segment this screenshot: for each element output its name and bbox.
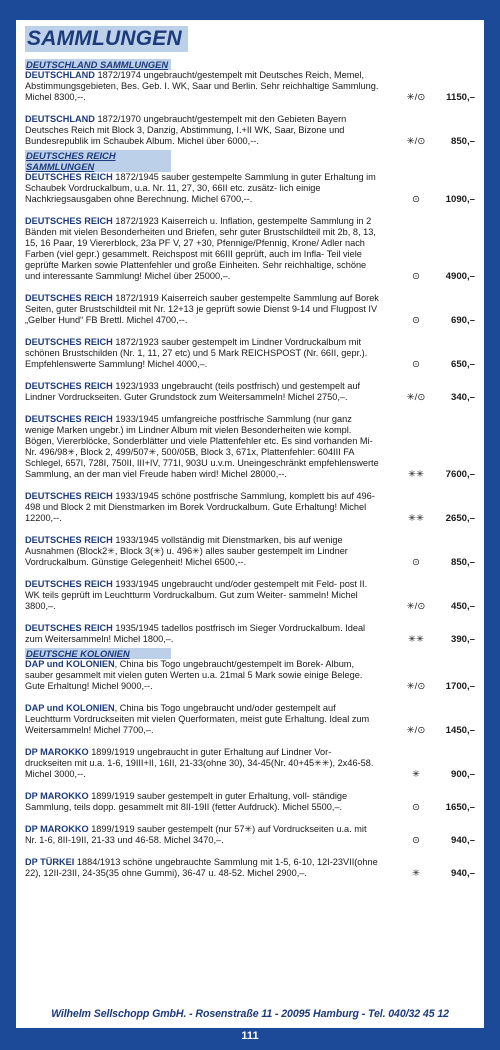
lot-price: 1700,– — [445, 681, 475, 692]
footer-address: Wilhelm Sellschopp GmbH. - Rosenstraße 11 - 20095 Hamburg - Tel. 040/32 45 12 — [51, 1008, 449, 1020]
lot-description: 1899/1919 sauber gestempelt (nur 57✳) auf Vordruckseiten u.a. mit Nr. 1-6, 8II-19II, 21-33 und 46-58. Michel 3470,–. — [25, 824, 367, 845]
lot-description: 1872/1923 Kaiserreich u. Inflation, gestempelte Sammlung in 2 Bänden mit vielen Besonderheiten und Briefen, sehr guter Brustschildteil mit 2b, 8, 13, 15, 16 Paar, 19 Viererblock, 23a PF V, 27 +30, Pfennige/Pfennig, Krone/ Adler nach Farben (viel gepr.) gesammelt. Reichspost mit 66III geprüft, auch im Infla- Teil viele geprüfte Marken sowie Plattenfehler und große Einheiten. Sehr reichhaltige, schöne und interessante Sammlung! Michel über 25000,–. — [25, 216, 376, 281]
lot-entry — [25, 623, 475, 645]
section-header: DEUTSCHES REICH SAMMLUNGEN — [25, 150, 171, 172]
entry-spacer — [25, 612, 475, 623]
lot-title: DEUTSCHES REICH — [25, 337, 113, 347]
lot-entry — [25, 791, 475, 813]
condition-symbol: ✳/⊙ — [406, 601, 426, 612]
condition-symbol: ✳/⊙ — [406, 392, 426, 403]
lot-title: DEUTSCHES REICH — [25, 535, 113, 545]
lot-entry — [25, 172, 475, 205]
lot-title: DEUTSCHES REICH — [25, 216, 113, 226]
page-title: SAMMLUNGEN — [25, 26, 188, 52]
lot-entry — [25, 70, 475, 103]
lot-title: DEUTSCHES REICH — [25, 381, 113, 391]
condition-symbol: ⊙ — [411, 802, 421, 813]
entry-spacer — [25, 692, 475, 703]
lot-title: DP MAROKKO — [25, 824, 89, 834]
lot-description: 1872/1919 Kaiserreich sauber gestempelte Sammlung auf Borek Seiten, guter Brustschildteil mit Nr. 12+13 je geprüft sowie Dienst 9-14 und Flugpost IV „Gelber Hund“ FB Brettl. Michel 4700,--. — [25, 293, 379, 325]
condition-symbol: ✳ — [411, 868, 421, 879]
lot-entry — [25, 491, 475, 524]
condition-symbol: ✳ — [411, 769, 421, 780]
catalog-page — [16, 20, 484, 1028]
lot-title: DP MAROKKO — [25, 791, 89, 801]
lot-description: , China bis Togo ungebraucht/gestempelt im Borek- Album, sauber gesammelt mit vielen guten Werten u.a. 21mal 5 Mark sowie einige Belege. Gute Erhaltung! Michel 9000,--. — [25, 659, 363, 691]
lot-description: 1884/1913 schöne ungebrauchte Sammlung mit 1-5, 6-10, 12I-23VII(ohne 22), 12II-23II, 24-35(35 ohne Gummi), 36-47 u. 48-52. Michel 2900,–. — [25, 857, 378, 878]
entry-spacer — [25, 813, 475, 824]
entry-spacer — [25, 568, 475, 579]
lot-entry — [25, 857, 475, 879]
lot-title: DAP und KOLONIEN — [25, 703, 115, 713]
condition-symbol: ✳/⊙ — [406, 136, 426, 147]
entry-spacer — [25, 282, 475, 293]
lot-description: 1872/1923 sauber gestempelt im Lindner Vordruckalbum mit schönen Brustschilden (Nr. 1, 11, 27 etc) und 5 Mark REICHSPOST (Nr. 66II, gepr.). Empfehlenswerte Sammlung! Michel 4000,–. — [25, 337, 368, 369]
entry-spacer — [25, 480, 475, 491]
condition-symbol: ⊙ — [411, 194, 421, 205]
lot-description: 1933/1945 vollständig mit Dienstmarken, bis auf wenige Ausnahmen (Block2✳, Block 3(✳) u. 496✳) alles sauber gestempelt im Lindner Vordruckalbum. Günstige Gelegenheit! Michel 6500,--. — [25, 535, 348, 567]
lot-description: 1923/1933 ungebraucht (teils postfrisch) und gestempelt auf Lindner Vordruckseiten. Guter Grundstock zum Weitersammeln! Michel 2750,–. — [25, 381, 361, 402]
lot-title: DEUTSCHLAND — [25, 114, 95, 124]
lot-entry — [25, 293, 475, 326]
lot-description: , China bis Togo ungebraucht und/oder gestempelt auf Leuchtturm Vordruckseiten mit vielen Querformaten, meist gute Erhaltung. Ideal zum Weitersammeln! Michel 7700,–. — [25, 703, 370, 735]
lot-price: 4900,– — [445, 271, 475, 282]
lot-price: 340,– — [450, 392, 475, 403]
condition-symbol: ✳/⊙ — [406, 92, 426, 103]
lot-price: 850,– — [450, 557, 475, 568]
lot-description: 1899/1919 ungebraucht in guter Erhaltung auf Lindner Vor- druckseiten mit u.a. 1-6, 19III+II, 16II, 21-33(ohne 30), 34-45(Nr. 40+45✳✳), 2x46-58. Michel 3000,--. — [25, 747, 374, 779]
condition-symbol: ⊙ — [411, 271, 421, 282]
lot-description: 1872/1974 ungebraucht/gestempelt mit Deutsches Reich, Memel, Abstimmungsgebieten, Bes. Geb. I. WK, Saar und Berlin. Sehr reichhaltige Sammlung. Michel 8300,--. — [25, 70, 379, 102]
lot-title: DAP und KOLONIEN — [25, 659, 115, 669]
lot-title: DEUTSCHES REICH — [25, 579, 113, 589]
entry-spacer — [25, 103, 475, 114]
lot-price: 940,– — [450, 868, 475, 879]
lot-title: DEUTSCHES REICH — [25, 623, 113, 633]
lot-description: 1899/1919 sauber gestempelt in guter Erhaltung, voll- ständige Sammlung, teils dopp. gesammelt mit 8II-19II (fetter Aufdruck). Michel 5500,–. — [25, 791, 348, 812]
condition-symbol: ⊙ — [411, 359, 421, 370]
lot-description: 1933/1945 umfangreiche postfrische Sammlung (nur ganz wenige Marken ungebr.) im Lindner Album mit vielen Besonderheiten wie kompl. Bögen, Viererblöcke, Sonderblätter und viele Plattenfehler etc. Es sind vorhanden Mi-Nr. 496/98✳, Block 2, 499/507✳, 500/05B, Block 3, 671x, Plattenfehler: 604III FA Schlegel, 657I, 728I, 750II, III+IV, 771I, 903U u.v.m. Uneingeschränkt empfehlenswerte Sammlung, an der man viel Freude haben wird! Michel 28000,--. — [25, 414, 379, 479]
condition-symbol: ⊙ — [411, 835, 421, 846]
condition-symbol: ✳✳ — [407, 513, 425, 524]
lot-entry — [25, 703, 475, 736]
page-number: 111 — [241, 1030, 259, 1042]
lot-price: 1450,– — [445, 725, 475, 736]
lot-price: 1090,– — [445, 194, 475, 205]
lot-entry — [25, 337, 475, 370]
entry-spacer — [25, 205, 475, 216]
entry-spacer — [25, 370, 475, 381]
lot-price: 2650,– — [445, 513, 475, 524]
lot-price: 1650,– — [445, 802, 475, 813]
lot-price: 390,– — [450, 634, 475, 645]
lot-title: DEUTSCHES REICH — [25, 491, 113, 501]
entry-spacer — [25, 846, 475, 857]
lot-description: 1933/1945 schöne postfrische Sammlung, komplett bis auf 496-498 und Block 2 mit Dienstmarken im Borek Vordruckalbum. Gute Erhaltung! Michel 12200,--. — [25, 491, 375, 523]
lot-title: DP MAROKKO — [25, 747, 89, 757]
condition-symbol: ✳/⊙ — [406, 681, 426, 692]
lot-title: DP TÜRKEI — [25, 857, 75, 867]
lot-entry — [25, 659, 475, 692]
lot-entry — [25, 381, 475, 403]
catalog-content — [25, 59, 475, 879]
lot-price: 940,– — [450, 835, 475, 846]
lot-price: 850,– — [450, 136, 475, 147]
lot-price: 650,– — [450, 359, 475, 370]
lot-entry — [25, 747, 475, 780]
lot-entry — [25, 579, 475, 612]
lot-description: 1872/1945 sauber gestempelte Sammlung in guter Erhaltung im Schaubek Vordruckalbum, u.a. Nr. 11, 27, 30, 66II etc. zusätz- lich einige Nachkriegsausgaben ohne Berechnung. Michel 6700,--. — [25, 172, 376, 204]
lot-price: 900,– — [450, 769, 475, 780]
condition-symbol: ✳✳ — [407, 634, 425, 645]
section-header: DEUTSCHE KOLONIEN — [25, 648, 171, 659]
lot-price: 7600,– — [445, 469, 475, 480]
lot-entry — [25, 535, 475, 568]
lot-title: DEUTSCHES REICH — [25, 172, 113, 182]
condition-symbol: ⊙ — [411, 315, 421, 326]
lot-price: 1150,– — [446, 92, 475, 103]
condition-symbol: ✳✳ — [407, 469, 425, 480]
lot-title: DEUTSCHES REICH — [25, 414, 113, 424]
lot-description: 1872/1970 ungebraucht/gestempelt mit den Gebieten Bayern Deutsches Reich mit Block 3, Danzig, Abstimmung, I.+II WK, Saar, Bizone und Bundesrepublik im Schaubek Album. Michel über 6000,--. — [25, 114, 347, 146]
entry-spacer — [25, 780, 475, 791]
section-header: DEUTSCHLAND SAMMLUNGEN — [25, 59, 171, 70]
lot-entry — [25, 824, 475, 846]
entry-spacer — [25, 524, 475, 535]
lot-title: DEUTSCHES REICH — [25, 293, 113, 303]
entry-spacer — [25, 736, 475, 747]
condition-symbol: ✳/⊙ — [406, 725, 426, 736]
lot-entry — [25, 216, 475, 282]
condition-symbol: ⊙ — [411, 557, 421, 568]
lot-description: 1933/1945 ungebraucht und/oder gestempelt mit Feld- post II. WK teils geprüft im Leuchtturm Vordruckalbum. Gut zum Weiter- sammeln! Michel 3800,–. — [25, 579, 368, 611]
entry-spacer — [25, 403, 475, 414]
lot-entry — [25, 414, 475, 480]
entry-spacer — [25, 326, 475, 337]
lot-entry — [25, 114, 475, 147]
lot-price: 690,– — [450, 315, 475, 326]
lot-price: 450,– — [450, 601, 475, 612]
lot-title: DEUTSCHLAND — [25, 70, 95, 80]
lot-description: 1935/1945 tadellos postfrisch im Sieger Vordruckalbum. Ideal zum Weitersammeln! Michel 1800,–. — [25, 623, 366, 644]
